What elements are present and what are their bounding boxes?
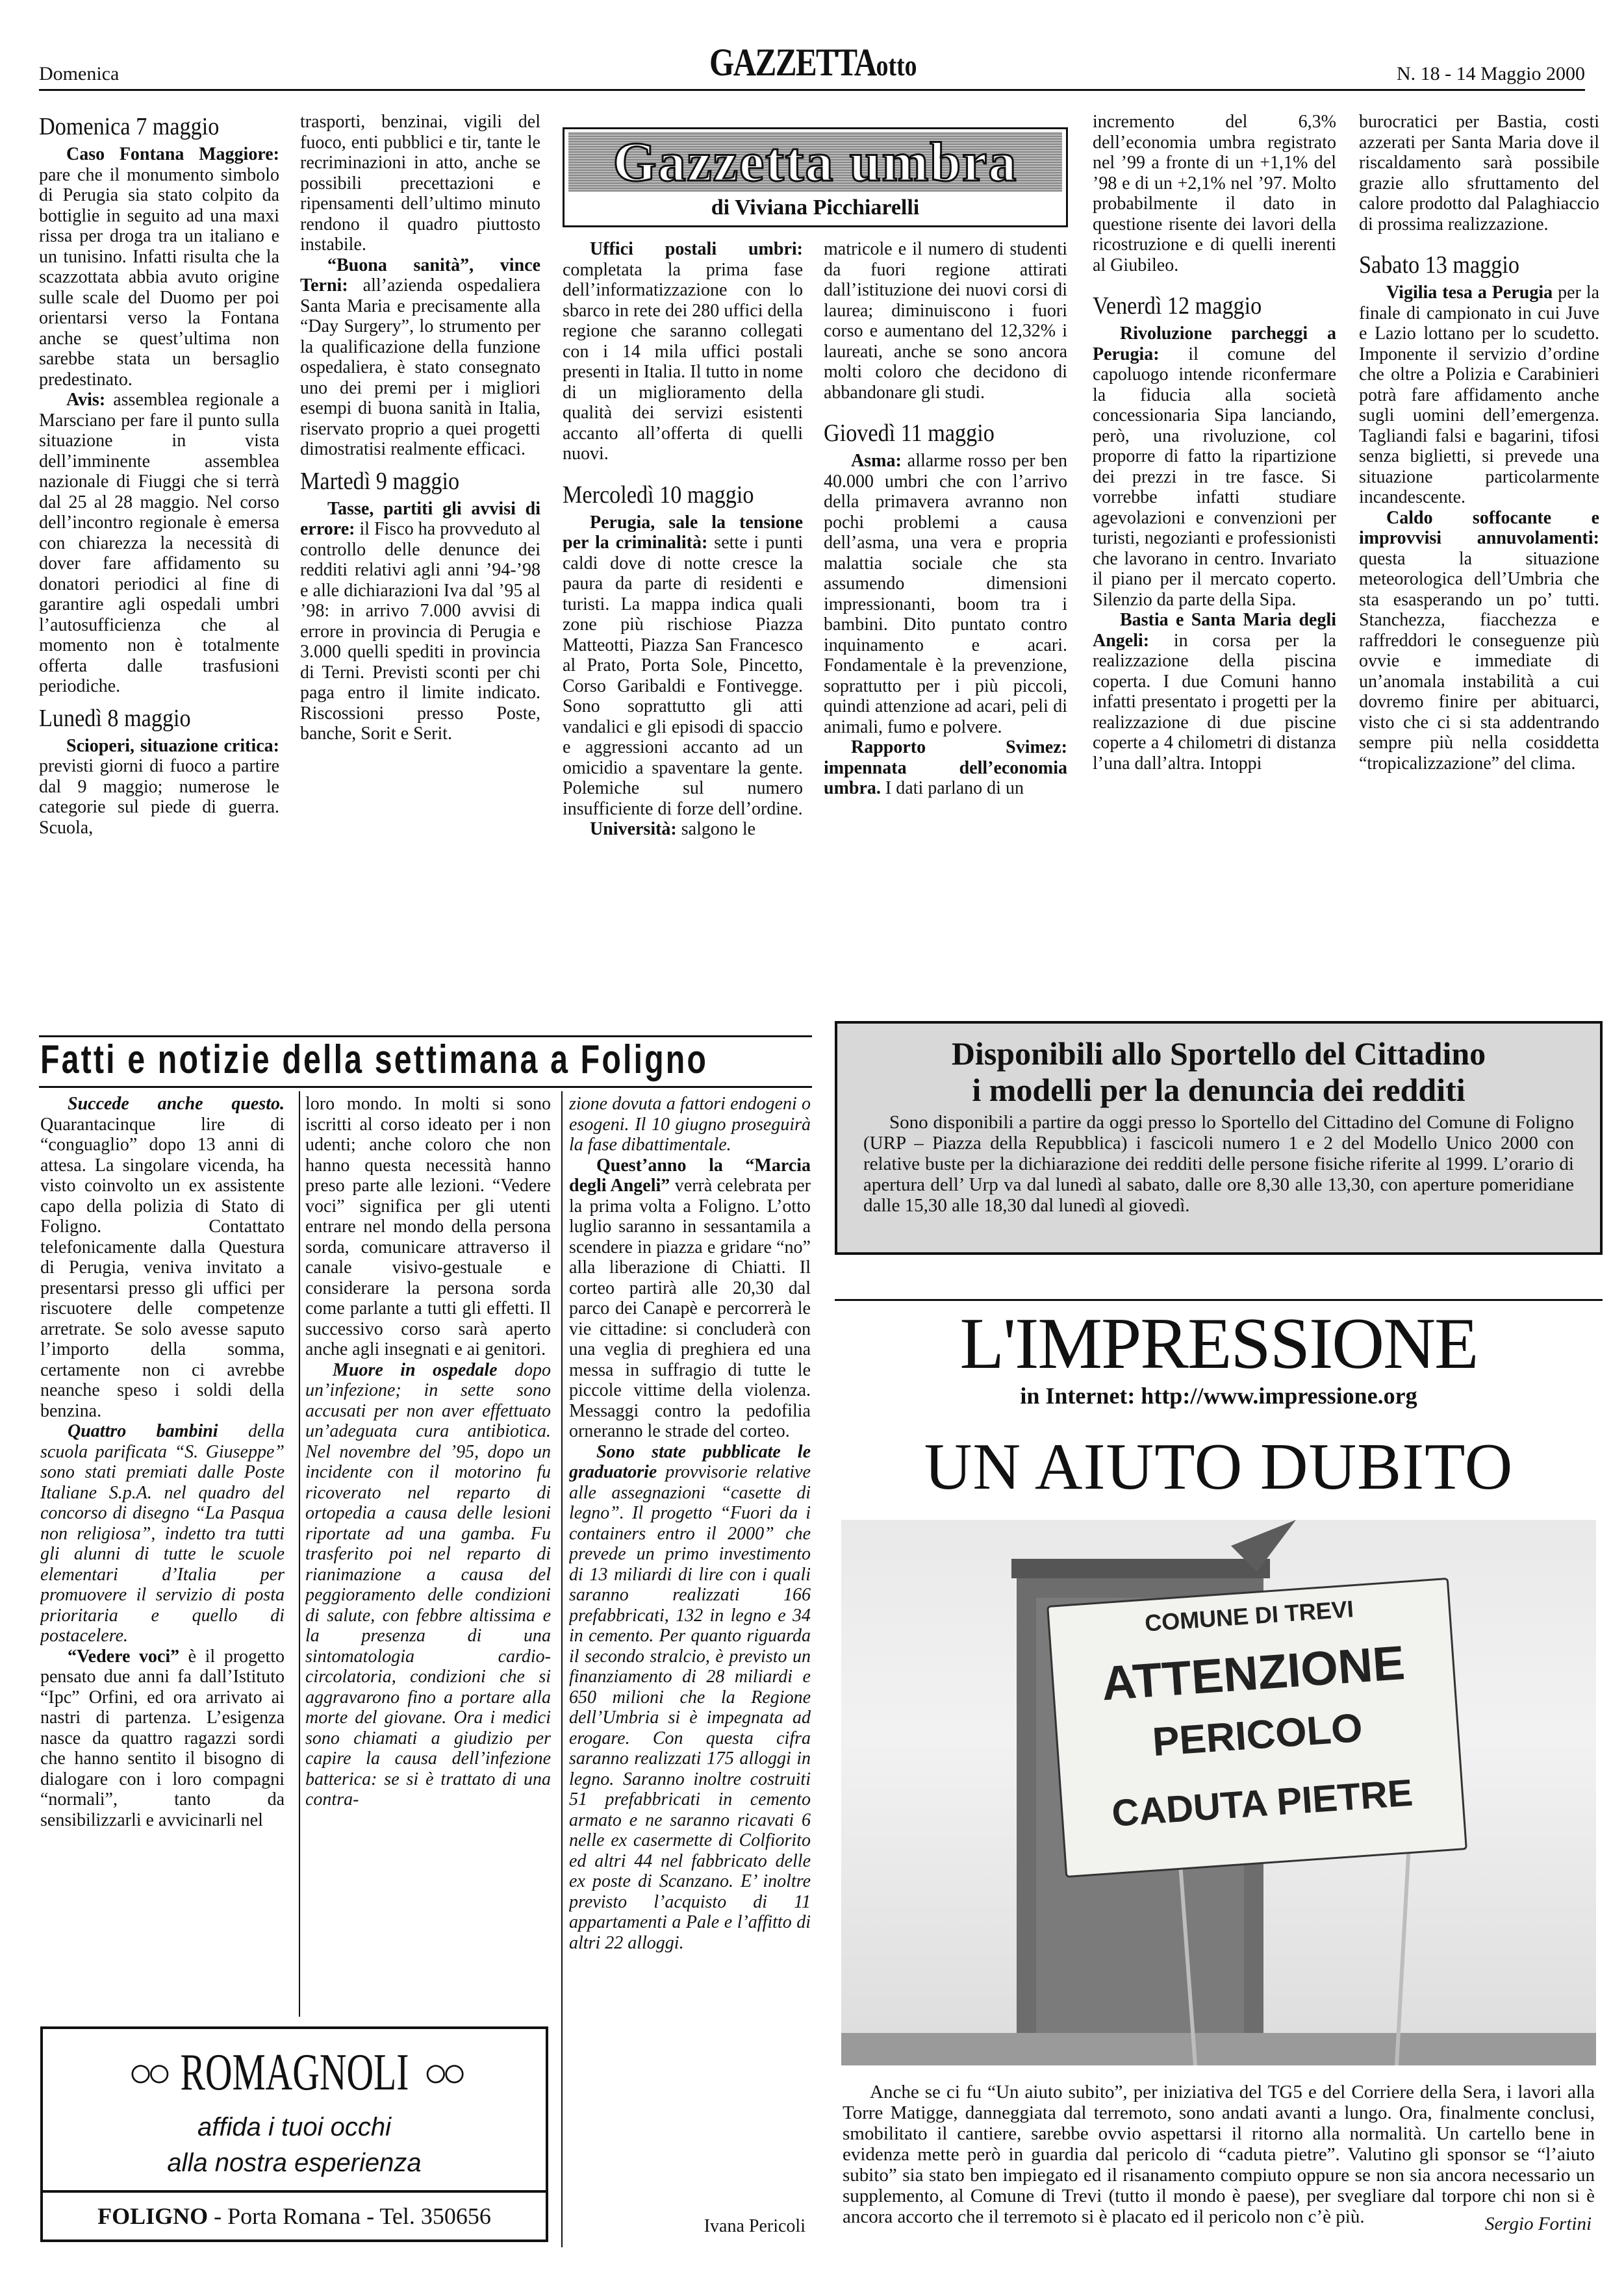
sign-line: CADUTA PIETRE xyxy=(1110,1771,1414,1835)
foligno-column-1 xyxy=(40,1094,285,2011)
ad-romagnoli-header xyxy=(43,2043,546,2102)
article-paragraph: Caldo soffocante e improvvisi annuvolamenti: questa la situazione meteorologica dell’Umbria che sta esasperando un po’ tutti. Stanchezza, fiacchezza e raffreddori le conseguenze più ovvie e immediate di un’anomala instabilità a cui dovremo finire per abituarci, visto che ci si sta addentrando sempre più nella cosiddetta “tropicalizzazione” del clima. xyxy=(1359,507,1599,774)
article-paragraph: Università: salgono le xyxy=(590,819,756,839)
sign-line: ATTENZIONE xyxy=(1100,1635,1407,1711)
column-4 xyxy=(824,239,1067,999)
ad-romagnoli-line2: alla nostra esperienza xyxy=(167,2149,422,2177)
article-paragraph: Sono state pubblicate le graduatorie provvisorie relative alle assegnazioni “casette di legno”. Il progetto “Fuori da i containers entro il 2000” che prevede un primo investimento di 13 miliardi di lire con i quali saranno realizzati 166 prefabbricati, 132 in legno e 34 in cemento. Per quanto riguarda il secondo stralcio, è previsto un finanziamento di 28 miliardi e 650 milioni che la Regione dell’Umbria si è impegnata ad erogare. Con questa cifra saranno realizzati 175 alloggi in legno. Saranno inoltre costruiti 51 prefabbricati in cemento armato e ne saranno ricavati 6 nelle ex casermette di Colfiorito ed altri 44 nel fabbricato delle ex poste di Scanzano. E’ inoltre previsto l’acquisto di 11 appartamenti a Pale e l’affitto di altri 22 alloggi. xyxy=(569,1441,811,1953)
article-paragraph: Tasse, partiti gli avvisi di errore: il Fisco ha provveduto al controllo delle denunce dei redditi relativi agli anni ’94-’98 e alle dichiarazioni Iva dal ’95 al ’98: in arrivo 7.000 avvisi di errore in provincia di Perugia e 3.000 quelli spediti in provincia di Terni. Previsti sconti per chi paga entro il limite indicato. Riscossioni presso Poste, banche, Sorit e Serit. xyxy=(300,498,540,744)
article-paragraph: Quest’anno la “Marcia degli Angeli” verrà celebrata per la prima volta a Foligno. L’otto luglio saranno in sessantamila a scendere in piazza e gridare “no” alla liberazione di Chiatti. Il corteo partirà alle 20,30 dal parco dei Canapè e percorrerà le vie cittadine: si concluderà con una veglia di preghiera ed una messa in suffragio di tutte le piccole vittime della violenza. Messaggi contro la pedofilia orneranno le strade del corteo. xyxy=(569,1155,811,1441)
ad-romagnoli-name: ROMAGNOLI xyxy=(180,2044,409,2101)
day-heading: Mercoledì 10 maggio xyxy=(563,481,754,509)
foligno-column-3 xyxy=(569,1094,811,2214)
sign-line: PERICOLO xyxy=(1150,1705,1364,1765)
article-paragraph: zione dovuta a fattori endogeni o esogeni. Il 10 giugno proseguirà la fase dibattimentale. xyxy=(569,1094,811,1155)
article-paragraph: Muore in ospedale dopo un’infezione; in sette sono accusati per non aver effettuato un’adeguata cura antibiotica. Nel novembre del ’95, dopo un incidente con il motorino fu ricoverato nel reparto di ortopedia a causa delle lesioni riportate ad una gamba. Fu trasferito poi nel reparto di rianimazione a causa del peggioramento delle condizioni di salute, con febbre altissima e la presenza di una sintomatologia cardio-circolatoria, condizioni che si aggravarono fino a portare alla morte del giovane. Ora i medici sono chiamati a giudizio per capire la causa dell’infezione batterica: se si è trattato di una contra- xyxy=(305,1359,551,1810)
glasses-icon: ○○ xyxy=(423,2049,461,2096)
article-paragraph: Perugia, sale la tensione per la criminalità: sette i punti caldi dove di notte cresce la paura da parte di residenti e turisti. La mappa indica quali zone più rischiose Piazza Matteotti, Piazza San Francesco al Prato, Porta Sole, Pincetto, Corso Garibaldi e Fontivegge. Sono soprattutto gli atti vandalici e gli episodi di spaccio e aggressioni accanto ad un omicidio a spaventare la gente. Polemiche sul numero insufficiente di forze dell’ordine. xyxy=(563,512,803,819)
foligno-bottom-rule xyxy=(39,1086,812,1088)
impressione-logo: L'IMPRESSIONE xyxy=(959,1304,1478,1384)
column-1 xyxy=(39,109,279,1028)
day-heading: Martedì 9 maggio xyxy=(300,467,460,495)
masthead-logo xyxy=(709,40,917,85)
impressione-box xyxy=(835,1299,1603,1301)
header-issue: N. 18 - 14 Maggio 2000 xyxy=(1397,63,1585,84)
foligno-column-divider xyxy=(299,1091,300,2017)
ad-romagnoli[interactable] xyxy=(40,2026,548,2242)
logo-text: GAZZETTA xyxy=(709,41,876,84)
warning-sign xyxy=(1047,1578,1467,1878)
umbra-byline: di Viviana Picchiarelli xyxy=(711,196,920,220)
article-paragraph: loro mondo. In molti si sono iscritti al corso ideato per i non udenti; anche coloro che non hanno questa necessità hanno preso parte alle lezioni. “Vedere voci” significa per gli utenti entrare nel mondo della persona sorda, comunicare attraverso il canale visivo-gestuale e considerare la persona sorda come parlante a tutti gli effetti. Il successivo corso sarà aperto anche agli insegnati e ai genitori. xyxy=(305,1094,551,1359)
foligno-signature: Ivana Pericoli xyxy=(704,2216,806,2236)
umbra-title: Gazzetta umbra xyxy=(568,132,1062,192)
sign-line: COMUNE DI TREVI xyxy=(1143,1595,1355,1637)
article-paragraph: burocratici per Bastia, costi azzerati per Santa Maria dove il riscaldamento sarà possibile grazie allo sfruttamento del calore prodotto dal Palaghiaccio di prossima realizzazione. xyxy=(1359,112,1599,234)
column-2 xyxy=(300,112,540,1028)
photo-torre-matigge xyxy=(841,1520,1596,2065)
article-paragraph: incremento del 6,3% dell’economia umbra registrato nel ’99 a fronte di un +1,1% del ’98 e di un +2,1% nel ’97. Molto probabilmente il dato in questione risente dei lavori della ricostruzione e di quelli inerenti al Giubileo. xyxy=(1093,112,1336,275)
day-heading: Giovedì 11 maggio xyxy=(824,420,995,447)
column-5 xyxy=(1093,112,1336,985)
ad-romagnoli-footer: FOLIGNO - Porta Romana - Tel. 350656 xyxy=(43,2190,546,2239)
article-paragraph: Asma: allarme rosso per ben 40.000 umbri che con l’arrivo della primavera avranno non pochi problemi a causa dell’asma, una vera e propria malattia sociale che sta assumendo dimensioni impressionanti, boom tra i bambini. Dito puntato contro inquinamento e acari. Fondamentale è la prevenzione, soprattutto per i più piccoli, quindi attenzione ad acari, peli di animali, fumo e polvere. xyxy=(824,451,1067,737)
caption-text: Anche se ci fu “Un aiuto subito”, per iniziativa del TG5 e del Corriere della Sera, i lavori alla Torre Matigge, danneggiata dal terremoto, sono andati avanti a lungo. Ora, finalmente conclusi, smobilitato il cantiere, sarebbe ovvio aspettarsi il ritorno alla normalità. Un cartello bene in evidenza mette però in guardia dal pericolo di “caduta pietre”. Valutino gli sponsor se “l’aiuto subito” sia stato ben impiegato ed il risanamento compiuto oppure se non sia ancora necessario un supplemento, al Comune di Trevi (tutto il mondo è paese), per svegliare dal torpore chi non si è ancora accorto che il terremoto si è placato ed il pericolo non c’è più. xyxy=(843,2082,1595,2227)
umbra-banner xyxy=(563,127,1068,227)
article-paragraph: Bastia e Santa Maria degli Angeli: in corsa per la realizzazione della piscina coperta. I due Comuni hanno infatti presentato i progetti per la realizzazione di due piscine coperte a 4 chilometri di distanza l’una dall’altra. Intoppi xyxy=(1093,610,1336,774)
header-day: Domenica xyxy=(39,63,120,84)
day-heading: Lunedì 8 maggio xyxy=(39,704,191,732)
sportello-body: Sono disponibili a partire da oggi presso lo Sportello del Cittadino del Comune di Foligno (URP – Piazza della Repubblica) i fascicoli numero 1 e 2 del Modello Unico 2000 con relative buste per la dichiarazione dei redditi delle persone fisiche riferite al 1999. L’orario di apertura dell’ Urp va dal lunedì al sabato, dalle ore 8,30 alle 13,30, con aperture pomeridiane dalle 15,30 alle 18,30 dal lunedì al giovedì. xyxy=(863,1112,1574,1216)
article-paragraph: “Vedere voci” è il progetto pensato due anni fa dall’Istituto “Ipc” Orfini, ed ora arrivato ai nastri di partenza. L’esigenza nasce da quattro ragazzi sordi che hanno sentito il bisogno di dialogare con i loro compagni “normali”, tanto da sensibilizzarli e avvicinarli nel xyxy=(40,1646,285,1830)
photo-author: Sergio Fortini xyxy=(1429,2214,1592,2235)
ad-romagnoli-line1: affida i tuoi occhi xyxy=(197,2113,391,2141)
sportello-title: i modelli per la denuncia dei redditi xyxy=(972,1072,1465,1108)
column-6 xyxy=(1359,112,1599,985)
foligno-column-2 xyxy=(305,1094,551,2011)
sportello-title: Disponibili allo Sportello del Cittadino xyxy=(951,1035,1486,1072)
glasses-icon: ○○ xyxy=(128,2049,166,2096)
article-paragraph: Scioperi, situazione critica: previsti giorni di fuoco a partire dal 9 maggio; numerose le categorie sul piede di guerra. Scuola, xyxy=(39,735,279,838)
article-paragraph: matricole e il numero di studenti da fuori regione attirati dall’istituzione dei nuovi corsi di laurea; diminuiscono i fuori corso e aumentano del 12,32% i laureati, anche se sono ancora molti coloro che decidono di abbandonare gli studi. xyxy=(824,239,1067,403)
foligno-title: Fatti e notizie della settimana a Foligno xyxy=(40,1037,709,1082)
column-3 xyxy=(563,239,803,1028)
article-paragraph: Rivoluzione parcheggi a Perugia: il comune del capoluogo intende riconfermare la fiducia alla società concessionaria Sipa lanciando, però, una rivoluzione, col proporre di fatto la ripartizione dei prezzi in tre fasce. Si vorrebbe infatti studiare agevolazioni e convenzioni per turisti, negozianti e professionisti che lavorano in centro. Invariato il piano per il mercato coperto. Silenzio da parte della Sipa. xyxy=(1093,323,1336,610)
foligno-column-divider xyxy=(561,1091,563,2247)
article-paragraph: “Buona sanità”, vince Terni: all’azienda ospedaliera Santa Maria e precisamente alla “Day Surgery”, lo strumento per la qualificazione della funzione ospedaliera, è stato consegnato uno dei premi per i migliori esempi di buona sanità in Italia, riservato proprio a quei progetti dimostratisi realmente efficaci. xyxy=(300,255,540,459)
day-heading: Sabato 13 maggio xyxy=(1359,251,1519,279)
impressione-site: in Internet: http://www.impressione.org xyxy=(1020,1383,1417,1409)
article-paragraph: Avis: assemblea regionale a Marsciano per fare il punto sulla situazione in vista dell’imminente assemblea nazionale di Fiuggi che si terrà dal 25 al 28 maggio. Nel corso dell’incontro regionale è emersa con chiarezza la necessità di dover fare affidamento su donatori periodici al fine di garantire agli ospedali umbri l’autosufficienza che al momento non è totalmente offerta dalle trasfusioni periodiche. xyxy=(39,390,279,696)
sportello-notice xyxy=(835,1021,1603,1255)
article-paragraph: Vigilia tesa a Perugia per la finale di campionato in cui Juve e Lazio lottano per lo scudetto. Imponente il servizio d’ordine che oltre a Polizia e Carabinieri potrà fare affidamento anche sugli uomini dell’emergenza. Tagliandi falsi e bagarini, tifosi senza biglietti, si prevede una situazione particolarmente incandescente. xyxy=(1359,283,1599,507)
logo-suffix: otto xyxy=(876,49,917,82)
article-paragraph: Quattro bambini della scuola parificata “S. Giuseppe” sono stati premiati dalle Poste Italiane S.p.A. nel quadro del concorso di disegno “La Pasqua non religiosa”, indetto tra tutti gli alunni di tutte le scuole elementari d’Italia per promuovere il servizio di posta prioritaria e quello di postacelere. xyxy=(40,1421,285,1646)
article-paragraph: Succede anche questo. Quarantacinque lire di “conguaglio” dopo 13 anni di attesa. La singolare vicenda, ha visto coinvolto un ex assistente capo della polizia di Stato di Foligno. Contattato telefonicamente dalla Questura di Perugia, veniva invitato a presentarsi presso gli uffici per riscuotere delle competenze arretrate. Se solo avesse saputo l’importo della somma, certamente non ci avrebbe neanche speso i soldi della benzina. xyxy=(40,1094,285,1421)
day-heading: Venerdì 12 maggio xyxy=(1093,292,1262,320)
article-paragraph: Rapporto Svimez: impennata dell’economia umbra. I dati parlano di un xyxy=(824,737,1067,798)
impressione-headline: UN AIUTO DUBITO xyxy=(924,1430,1514,1504)
article-paragraph: trasporti, benzinai, vigili del fuoco, enti pubblici e tir, tante le recriminazioni in atto, anche se possibili precettazioni e ripensamenti dell’ultimo minuto rendono il quadro piuttosto instabile. xyxy=(300,112,540,255)
article-paragraph: Caso Fontana Maggiore: pare che il monumento simbolo di Perugia sia stato colpito da bottiglie in seguito ad una maxi rissa per droga tra un italiano e un tunisino. Infatti risulta che la scazzottata abbia avuto origine sulle scale del Duomo per poi orientarsi verso la Fontana anche se quest’ultima non sarebbe stata un bersaglio predestinato. xyxy=(39,144,279,390)
article-paragraph: Uffici postali umbri: completata la prima fase dell’informatizzazione con lo sbarco in rete dei 280 uffici della regione che saranno collegati con i 14 mila uffici postali presenti in Italia. Il tutto in nome di un miglioramento della qualità dei servizi esistenti accanto all’offerta di quelli nuovi. xyxy=(563,239,803,464)
header-rule xyxy=(39,89,1585,91)
day-heading: Domenica 7 maggio xyxy=(39,113,220,140)
